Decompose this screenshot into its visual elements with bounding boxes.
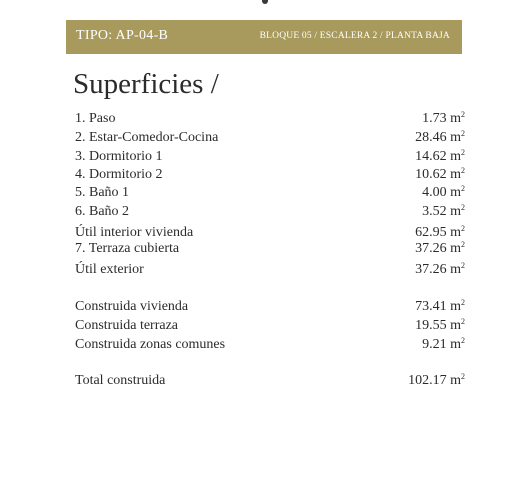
row-total-construida — [75, 372, 465, 390]
row-label: Útil interior vivienda — [75, 225, 194, 240]
header-band — [66, 20, 462, 54]
section-title: Superficies / — [73, 68, 219, 100]
row-estar-comedor-cocina — [75, 129, 465, 147]
row-value: 19.55 $m^2$ — [415, 317, 465, 333]
row-paso — [75, 110, 465, 128]
row-label: Útil exterior — [75, 262, 144, 277]
row-value: 37.26 $m^2$ — [415, 240, 465, 256]
row-dormitorio-1 — [75, 148, 465, 166]
row-label: Total construida — [75, 373, 166, 388]
row-label: 4. Dormitorio 2 — [75, 167, 163, 182]
row-value: 37.26 $m^2$ — [415, 261, 465, 277]
row-bano-1 — [75, 184, 465, 202]
row-bano-2 — [75, 203, 465, 221]
row-value: 3.52 $m^2$ — [422, 203, 465, 219]
row-label: 1. Paso — [75, 111, 116, 126]
row-label: 6. Baño 2 — [75, 204, 130, 219]
row-terraza-cubierta — [75, 240, 465, 258]
cropped-glyph — [262, 0, 268, 4]
top-strip — [0, 0, 526, 12]
unit-type-label: TIPO: AP-04-B — [76, 28, 169, 43]
row-value: 14.62 $m^2$ — [415, 148, 465, 164]
row-value: 62.95 $m^2$ — [415, 224, 465, 240]
row-label: 5. Baño 1 — [75, 185, 130, 200]
location-label: BLOQUE 05 / ESCALERA 2 / PLANTA BAJA — [259, 31, 450, 41]
row-util-exterior — [75, 261, 465, 279]
row-label: Construida zonas comunes — [75, 337, 226, 352]
row-construida-terraza — [75, 317, 465, 335]
row-label: 7. Terraza cubierta — [75, 241, 180, 256]
row-value: 9.21 $m^2$ — [422, 336, 465, 352]
row-value: 73.41 $m^2$ — [415, 298, 465, 314]
row-label: Construida vivienda — [75, 299, 189, 314]
row-value: 4.00 $m^2$ — [422, 184, 465, 200]
row-value: 102.17 $m^2$ — [408, 372, 465, 388]
row-value: 10.62 $m^2$ — [415, 166, 465, 182]
row-label: 2. Estar-Comedor-Cocina — [75, 130, 219, 145]
row-construida-vivienda — [75, 298, 465, 316]
row-label: Construida terraza — [75, 318, 179, 333]
row-dormitorio-2 — [75, 166, 465, 184]
row-value: 1.73 $m^2$ — [422, 110, 465, 126]
row-value: 28.46 $m^2$ — [415, 129, 465, 145]
row-label: 3. Dormitorio 1 — [75, 149, 163, 164]
row-construida-zonas-comunes — [75, 336, 465, 354]
